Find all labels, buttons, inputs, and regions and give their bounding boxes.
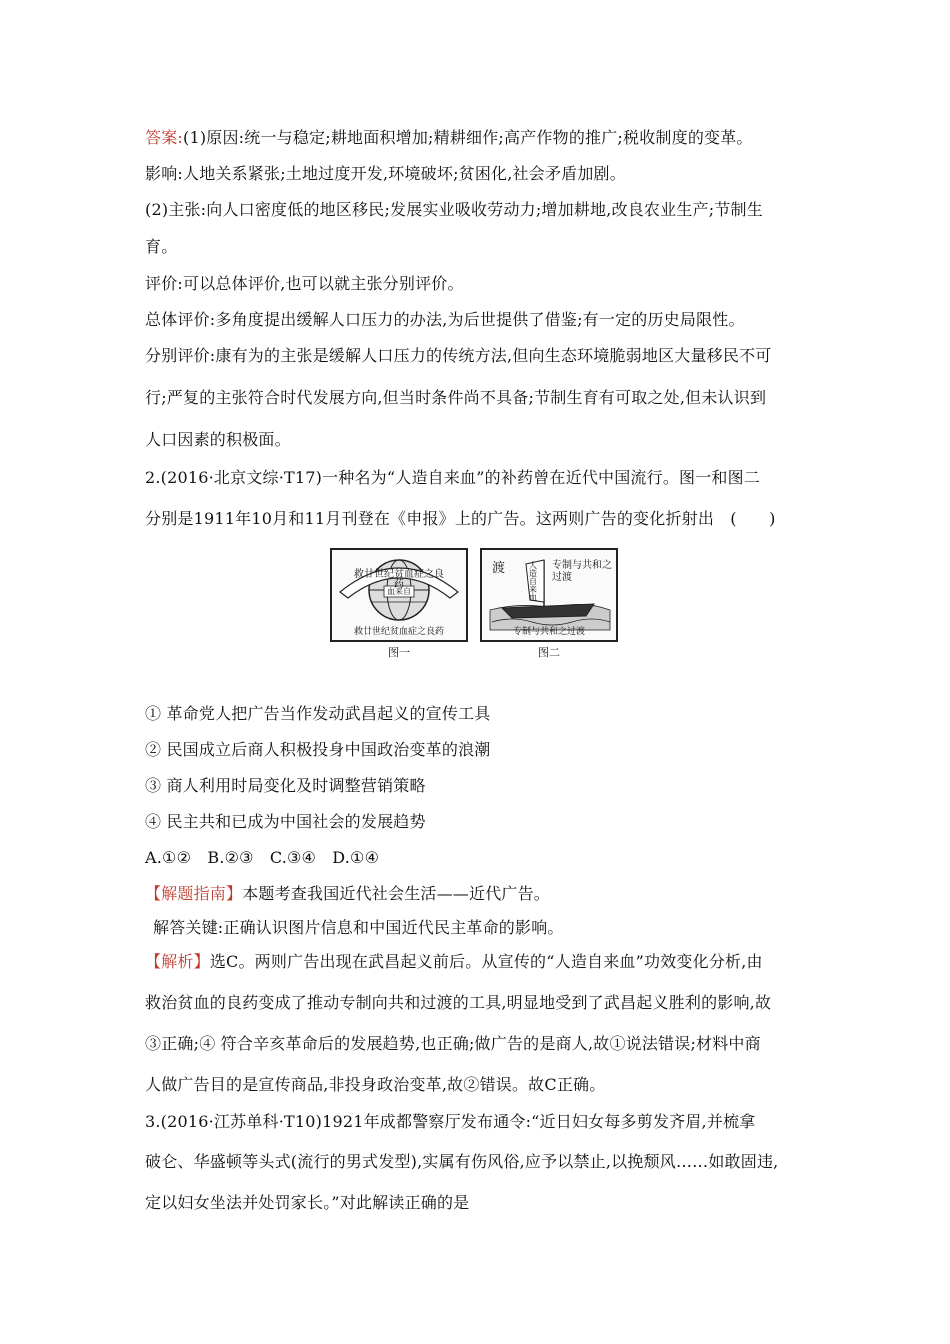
answer-line-8: 行;严复的主张符合时代发展方向,但当时条件尚不具备;节制生育有可取之处,但未认识到 [145,388,767,407]
answer-line-3: (2)主张:向人口密度低的地区移民;发展实业吸收劳动力;增加耕地,改良农业生产;节制生 [145,200,763,219]
question-3-line-2: 破仑、华盛顿等头式(流行的男式发型),实属有伤风俗,应予以禁止,以挽颓风……如敢固违, [145,1152,779,1171]
figure-2-inner-caption: 专制与共和之过渡 [512,627,585,637]
question-2-line-2: 分别是1911年10月和11月刊登在《申报》上的广告。这两则广告的变化折射出 ( ) [145,509,776,528]
globe-banner-text: 救廿世纪贫血症之良药 [354,569,444,590]
answer-label: 答案: [145,128,183,147]
answer-choices: A.①② B.②③ C.③④ D.①④ [145,848,380,867]
option-3: ③ 商人利用时局变化及时调整营销策略 [145,776,426,795]
advertisement-figures [330,548,620,668]
answer-line-1: 答案:(1)原因:统一与稳定;耕地面积增加;精耕细作;高产作物的推广;税收制度的变革。 [145,128,753,147]
answer-line-9: 人口因素的积极面。 [145,430,291,449]
answer-line-5: 评价:可以总体评价,也可以就主张分别评价。 [145,274,464,293]
analysis-line-1: 【解析】选C。两则广告出现在武昌起义前后。从宣传的“人造自来血”功效变化分析,由 [145,952,763,971]
analysis-line-4: 人做广告目的是宣传商品,非投身政治变革,故②错误。故C正确。 [145,1075,606,1094]
answer-line-2: 影响:人地关系紧张;土地过度开发,环境破坏;贫困化,社会矛盾加剧。 [145,164,626,183]
answer-line-6: 总体评价:多角度提出缓解人口压力的办法,为后世提供了借鉴;有一定的历史局限性。 [145,310,745,329]
figure-1 [330,548,468,642]
ship-left-text: 渡 [492,561,506,576]
ship-sail-text: 人造自来血 [529,561,537,602]
answer-line-4: 育。 [145,237,178,256]
question-3-line-1: 3.(2016·江苏单科·T10)1921年成都警察厅发布通令:“近日妇女每多剪发齐眉,并梳拿 [145,1112,756,1131]
option-1: ① 革命党人把广告当作发动武昌起义的宣传工具 [145,704,491,723]
globe-center-text: 血来自 [387,587,411,596]
analysis-label: 【解析】 [145,952,210,971]
option-4: ④ 民主共和已成为中国社会的发展趋势 [145,812,426,831]
option-2: ② 民国成立后商人积极投身中国政治变革的浪潮 [145,740,491,759]
guide-label: 【解题指南】 [145,884,243,903]
analysis-line-2: 救治贫血的良药变成了推动专制向共和过渡的工具,明显地受到了武昌起义胜利的影响,故 [145,993,772,1012]
figure-1-label: 图一 [388,646,410,659]
figure-2 [480,548,618,642]
key-line: 解答关键:正确认识图片信息和中国近代民主革命的影响。 [153,918,564,937]
answer-line-7: 分别评价:康有为的主张是缓解人口压力的传统方法,但向生态环境脆弱地区大量移民不可 [145,346,772,365]
guide-line: 【解题指南】本题考查我国近代社会生活——近代广告。 [145,884,551,903]
question-3-line-3: 定以妇女坐法并处罚家长。”对此解读正确的是 [145,1193,470,1212]
figure-2-label: 图二 [538,646,560,659]
question-2-line-1: 2.(2016·北京文综·T17)一种名为“人造自来血”的补药曾在近代中国流行。图一和图二 [145,468,761,487]
ship-right-text: 专制与共和之过渡 [552,560,612,583]
analysis-line-3: ③正确;④ 符合辛亥革命后的发展趋势,也正确;做广告的是商人,故①说法错误;材料中商 [145,1034,761,1053]
figure-1-inner-caption: 救廿世纪贫血症之良药 [353,627,444,637]
